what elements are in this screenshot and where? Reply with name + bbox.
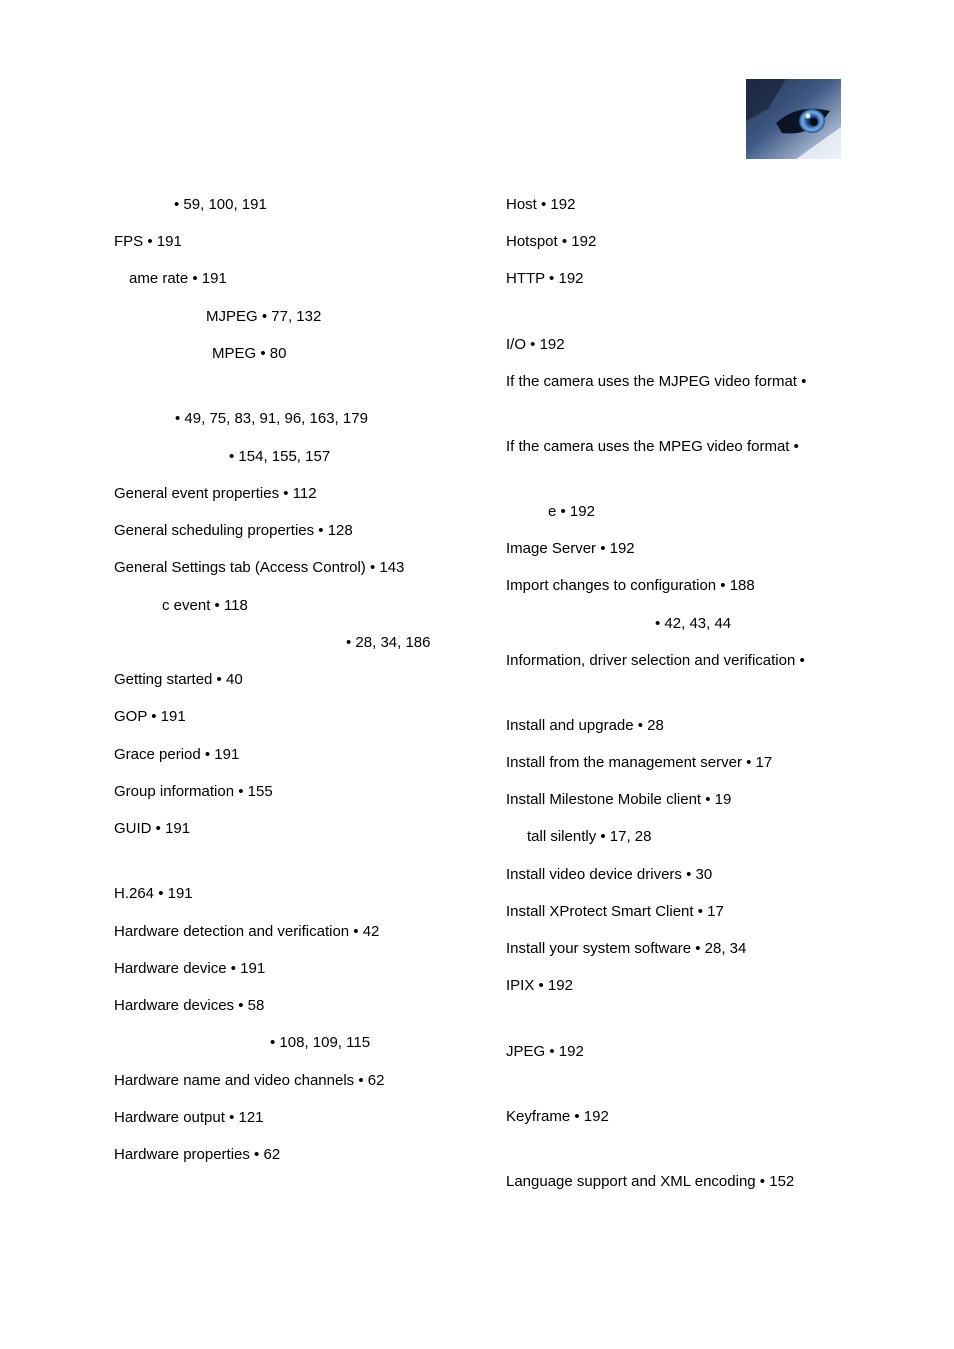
index-entry: e • 192 [548,503,595,520]
index-entry: Hardware detection and verification • 42 [114,923,380,940]
index-entry: Image Server • 192 [506,540,635,557]
index-entry: HTTP • 192 [506,270,584,287]
index-entry: Hardware output • 121 [114,1109,264,1126]
index-entry: GOP • 191 [114,708,186,725]
index-entry: MPEG • 80 [212,345,287,362]
index-entry: Install video device drivers • 30 [506,866,713,883]
index-entry: Host • 192 [506,196,576,213]
index-entry: GUID • 191 [114,820,191,837]
index-entry: Hardware devices • 58 [114,997,265,1014]
index-entry: I/O • 192 [506,336,565,353]
index-entry: • 108, 109, 115 [270,1034,371,1051]
index-entry: General scheduling properties • 128 [114,522,353,539]
index-entry: IPIX • 192 [506,977,573,994]
index-entry: Hardware device • 191 [114,960,266,977]
index-entry: c event • 118 [162,597,248,614]
index-entry: Language support and XML encoding • 152 [506,1173,795,1190]
index-entry: General event properties • 112 [114,485,317,502]
index-entry: Grace period • 191 [114,746,240,763]
index-entry: MJPEG • 77, 132 [206,308,322,325]
index-entry: If the camera uses the MPEG video format • [506,438,799,455]
index-entry: • 154, 155, 157 [229,448,331,465]
index-entry: Group information • 155 [114,783,273,800]
wolf-eye-logo-graphic [746,79,841,159]
index-entry: Getting started • 40 [114,671,243,688]
index-entry: If the camera uses the MJPEG video format • [506,373,807,390]
index-entry: Install from the management server • 17 [506,754,773,771]
index-entry: • 59, 100, 191 [174,196,267,213]
index-entry: • 28, 34, 186 [346,634,431,651]
index-entry: ame rate • 191 [129,270,227,287]
index-entry: H.264 • 191 [114,885,193,902]
index-entry: Install Milestone Mobile client • 19 [506,791,732,808]
index-entry: Install and upgrade • 28 [506,717,664,734]
index-entry: • 42, 43, 44 [655,615,732,632]
index-entry: Hotspot • 192 [506,233,597,250]
index-entry: Install your system software • 28, 34 [506,940,747,957]
index-entry: FPS • 191 [114,233,182,250]
index-entry: General Settings tab (Access Control) • 143 [114,559,405,576]
index-entry: Keyframe • 192 [506,1108,609,1125]
index-entry: Import changes to configuration • 188 [506,577,755,594]
index-entry: tall silently • 17, 28 [527,828,652,845]
index-entry: Hardware properties • 62 [114,1146,281,1163]
index-entry: • 49, 75, 83, 91, 96, 163, 179 [175,410,368,427]
index-entry: JPEG • 192 [506,1043,584,1060]
wolf-eye-logo [746,79,841,159]
index-entry: Information, driver selection and verification • [506,652,805,669]
index-entry: Hardware name and video channels • 62 [114,1072,385,1089]
index-entry: Install XProtect Smart Client • 17 [506,903,724,920]
